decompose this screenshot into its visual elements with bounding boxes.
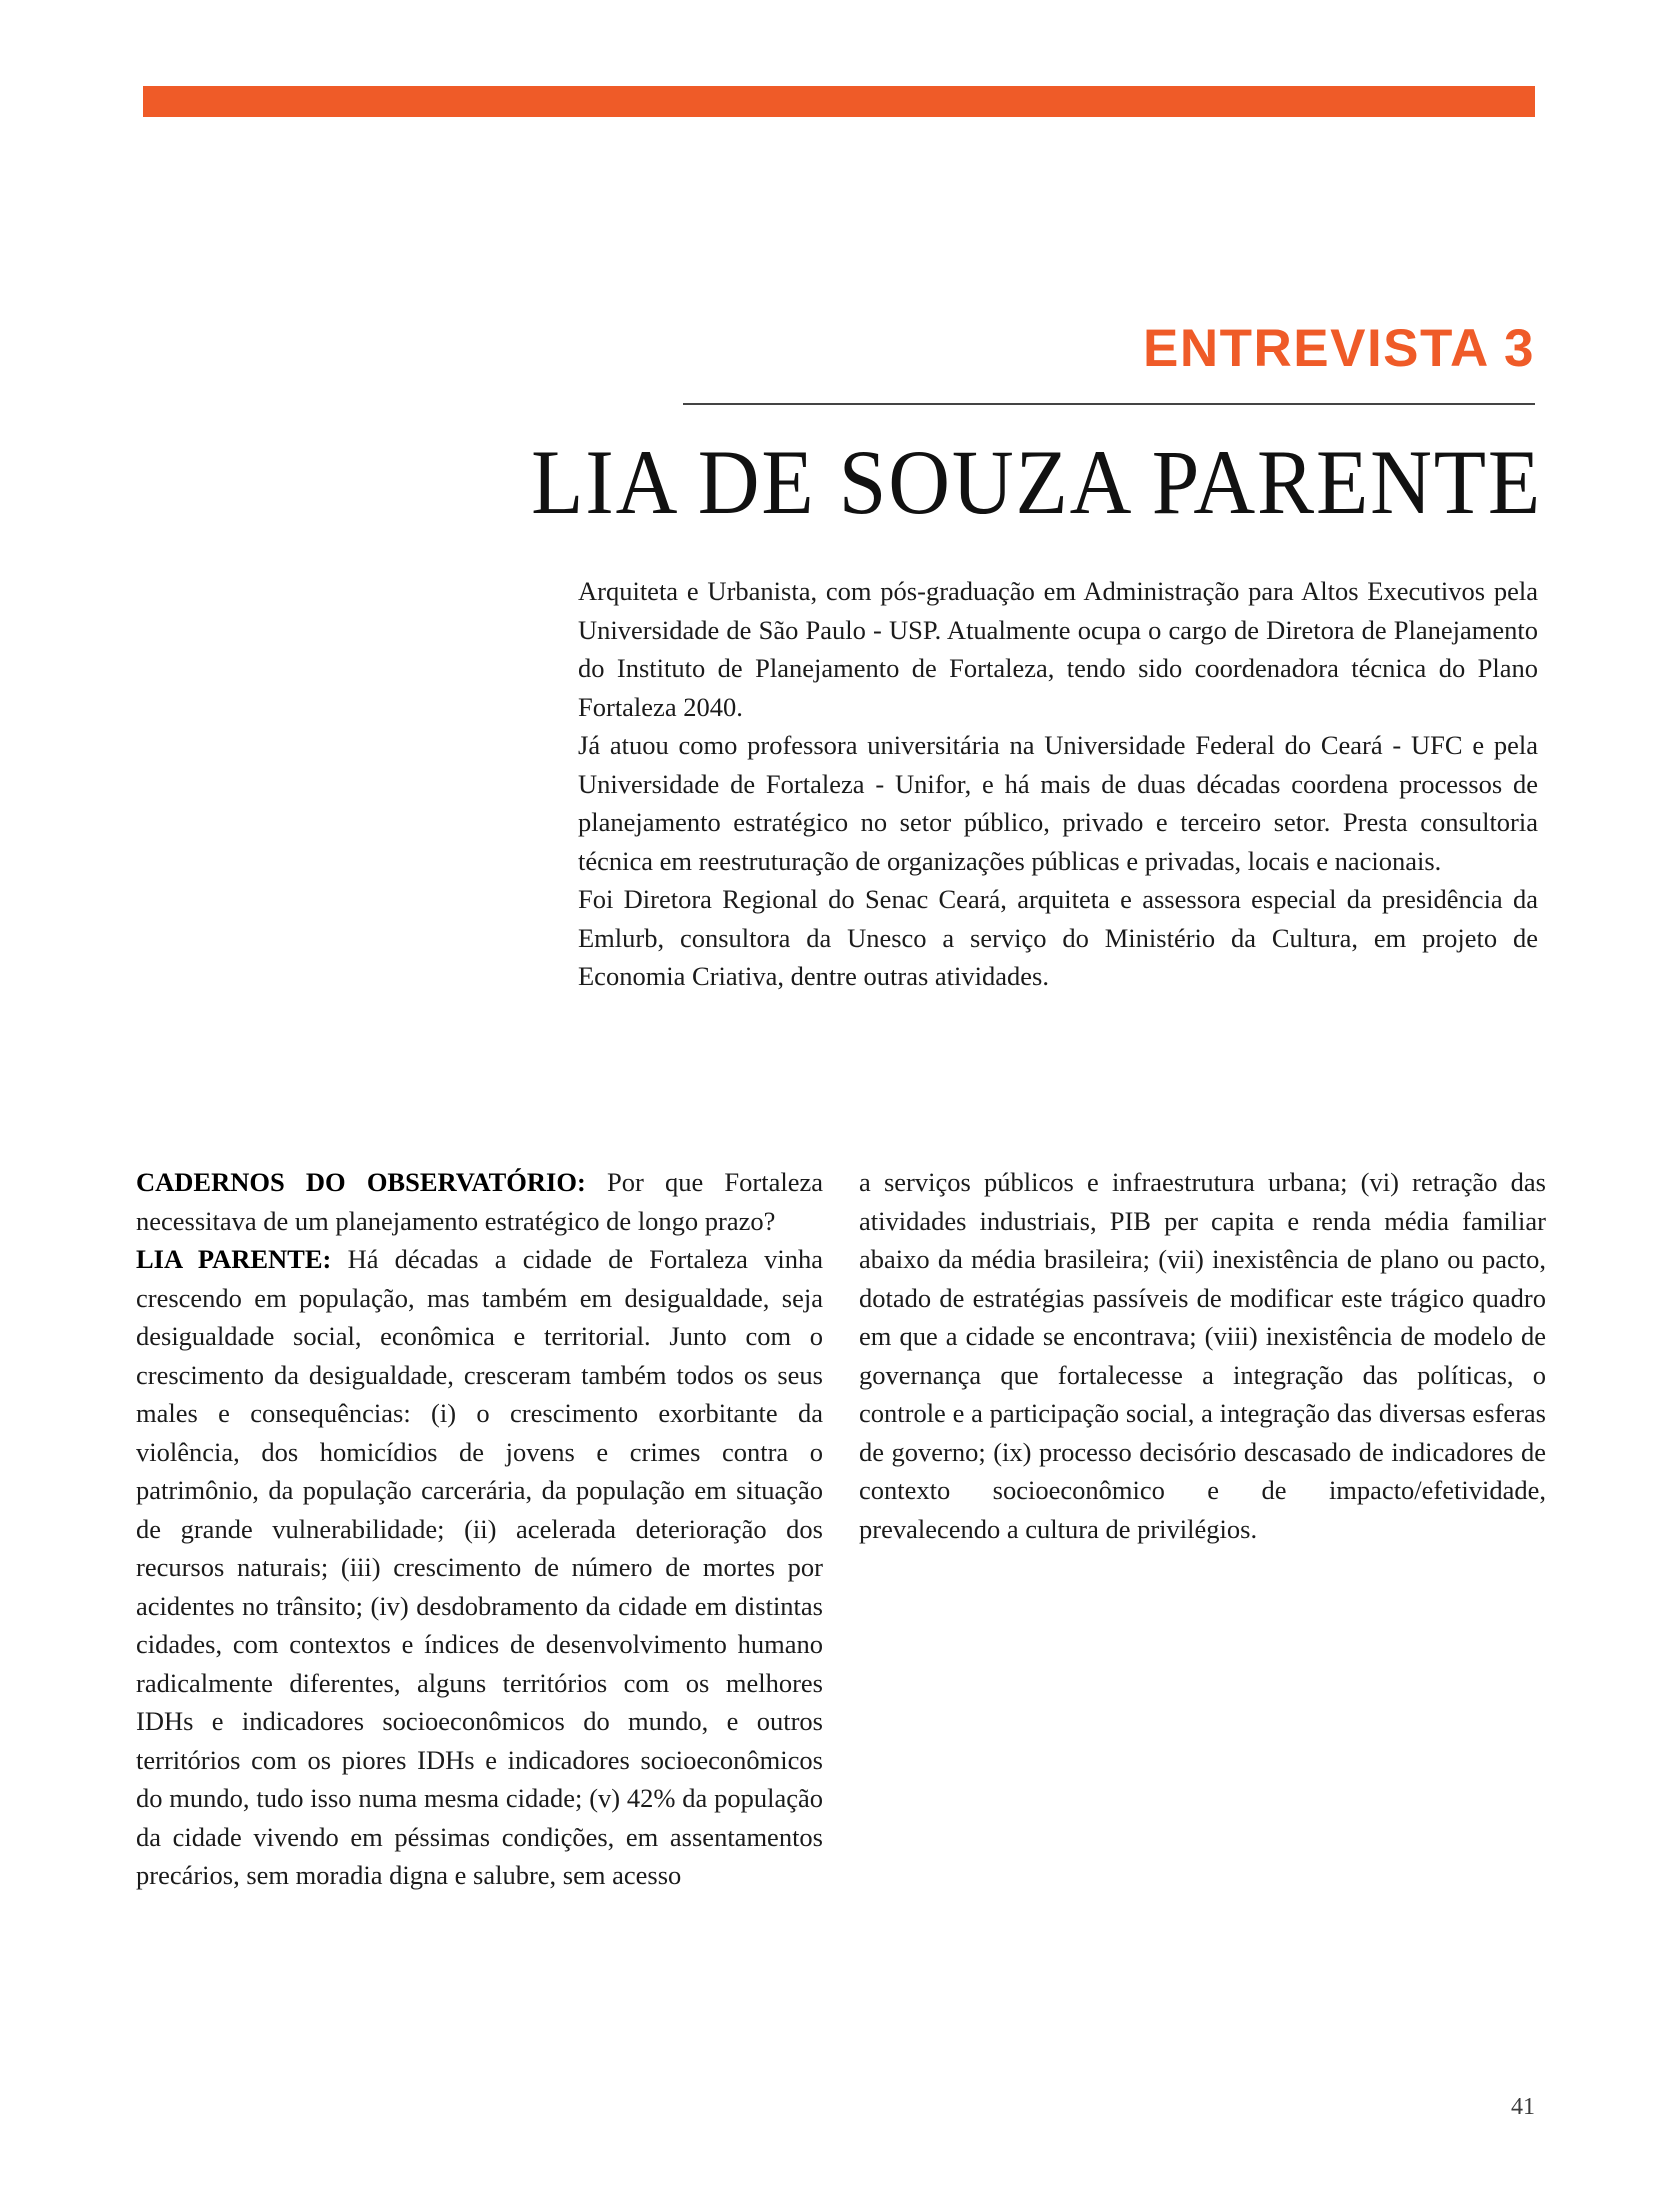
header-accent-bar — [143, 86, 1535, 117]
biography-paragraph: Já atuou como professora universitária na Universidade Federal do Ceará - UFC e pela Universidade de Fortaleza - Unifor, e há mais de duas décadas coordena processos de planejamento estratégico no setor público, privado e terceiro setor. Presta consultoria técnica em reestruturação de organizações públicas e privadas, locais e nacionais. — [578, 730, 1538, 876]
page-title: LIA DE SOUZA PARENTE — [531, 431, 1542, 533]
answer-text: Há décadas a cidade de Fortaleza vinha crescendo em população, mas também em desigualdade, seja desigualdade social, econômica e territorial. Junto com o crescimento da desigualdade, cresceram também todos os seus males e consequências: (i) o crescimento exorbitante da violência, dos homicídios de jovens e crimes contra o patrimônio, da população carcerária, da população em situação de grande vulnerabilidade; (ii) acelerada deterioração dos recursos naturais; (iii) crescimento de número de mortes por acidentes no trânsito; (iv) desdobramento da cidade em distintas cidades, com contextos e índices de desenvolvimento humano radicalmente diferentes, alguns territórios com os melhores IDHs e indicadores socioeconômicos do mundo, e outros territórios com os piores IDHs e indicadores socioeconômicos do mundo, tudo isso numa mesma cidade; (v) 42% da população da cidade vivendo em péssimas condições, em assentamentos precários, sem moradia digna e salubre, sem acesso — [136, 1244, 823, 1890]
biography-paragraph: Foi Diretora Regional do Senac Ceará, arquiteta e assessora especial da presidência da Emlurb, consultora da Unesco a serviço do Ministério da Cultura, em projeto de Economia Criativa, dentre outras atividades. — [578, 884, 1538, 991]
answer-continuation: a serviços públicos e infraestrutura urbana; (vi) retração das atividades industriais, PIB per capita e renda média familiar abaixo da média brasileira; (vii) inexistência de plano ou pacto, dotado de estratégias passíveis de modificar este trágico quadro em que a cidade se encontrava; (viii) inexistência de modelo de governança que fortalecesse a integração das políticas, o controle e a participação social, a integração das diversas esferas de governo; (ix) processo decisório descasado de indicadores de contexto socioeconômico e de impacto/efetividade, prevalecendo a cultura de privilégios. — [859, 1167, 1546, 1544]
page-number: 41 — [1511, 2094, 1535, 2120]
header-divider-rule — [683, 403, 1535, 405]
interview-question — [136, 1163, 823, 1240]
question-source-label: CADERNOS DO OBSERVATÓRIO: — [136, 1167, 586, 1197]
section-kicker: ENTREVISTA 3 — [1142, 319, 1535, 378]
interview-answer — [136, 1240, 823, 1895]
interview-body — [136, 1163, 1546, 2023]
text-column-left — [136, 1163, 823, 1895]
biography-block — [578, 572, 1538, 996]
biography-paragraph: Arquiteta e Urbanista, com pós-graduação em Administração para Altos Executivos pela Universidade de São Paulo - USP. Atualmente ocupa o cargo de Diretora de Planejamento do Instituto de Planejamento de Fortaleza, tendo sido coordenadora técnica do Plano Fortaleza 2040. — [578, 576, 1538, 722]
question-text: Por que Fortaleza necessitava de um planejamento estratégico de longo prazo? — [136, 1167, 823, 1236]
text-column-right — [859, 1163, 1546, 1548]
speaker-label: LIA PARENTE: — [136, 1244, 332, 1274]
